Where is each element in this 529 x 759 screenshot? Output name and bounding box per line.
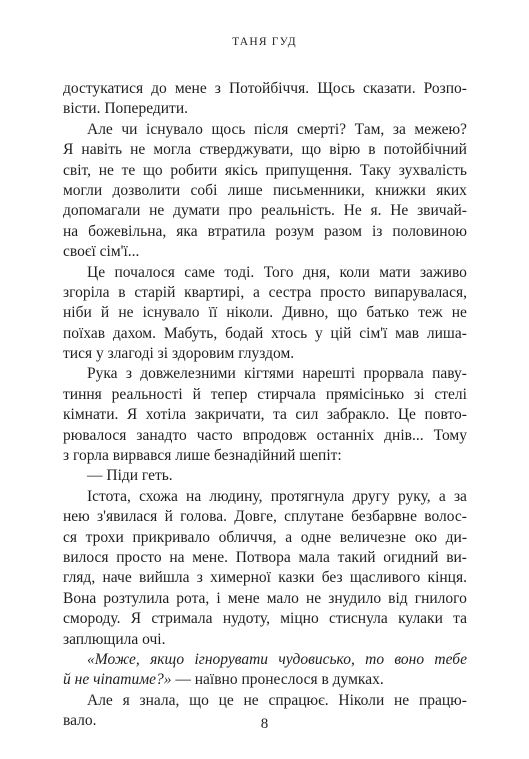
text-line: вало. [63, 712, 97, 730]
page-number: 8 [260, 716, 269, 732]
text-line: й не чіпатиме?» — наївно пронеслося в думках. [63, 671, 384, 689]
running-head: ТАНЯ ГУД [232, 36, 297, 48]
text-line: Але чи існувало щось після смерті? Там, за межею? [87, 120, 467, 138]
text-line: Вона розтулила рота, і мене мало не знудило від гнилого [63, 589, 467, 607]
text-line: вилося просто на мене. Потвора мала такий огидний ви- [63, 548, 467, 566]
text-line: тиння реальності й тепер стирчала прямісінько зі стелі [63, 385, 467, 403]
text-line: поїхав дахом. Мабуть, бодай хтось у цій сім'ї мав лиша- [63, 324, 467, 342]
text-line: ніби й не існувало її ніколи. Дивно, що батько теж не [63, 304, 467, 322]
text-line: «Може, якщо ігнорувати чудовисько, то воно тебе [87, 650, 467, 668]
text-line: ся трохи прикривало обличчя, а одне величезне око ди- [63, 528, 467, 546]
text-line: на божевільна, яка втратила розум разом із половиною [63, 222, 467, 240]
body-text [63, 79, 467, 732]
text-line: достукатися до мене з Потойбіччя. Щось сказати. Розпо- [63, 80, 467, 97]
text-line: — Піди геть. [87, 467, 173, 485]
text-line: заплющила очі. [63, 630, 166, 648]
text-line: з горла вирвався лише безнадійний шепіт: [63, 447, 342, 465]
text-line: Але я знала, що це не спрацює. Ніколи не працю- [87, 691, 467, 709]
text-line: тися у злагоді зі здоровим глуздом. [63, 345, 295, 363]
text-line: допомагали не думати про реальність. Не я. Не звичай- [63, 202, 467, 220]
text-line: рювалося занадто часто впродовж останніх днів... Тому [63, 426, 467, 444]
text-line: згоріла в старій квартирі, а сестра просто випарувалася, [63, 283, 467, 301]
text-line: Я навіть не могла стверджувати, що вірю в потойбічний [63, 141, 467, 159]
text-line: світ, не те що робити якісь припущення. Таку зухвалість [63, 161, 467, 179]
text-line: Це почалося саме тоді. Того дня, коли мати заживо [87, 263, 467, 281]
text-line: своєї сім'ї... [63, 243, 140, 261]
text-line: гляд, наче вийшла з химерної казки без щасливого кінця. [63, 569, 467, 587]
text-line: могли дозволити собі лише письменники, книжки яких [63, 181, 467, 199]
text-line: Істота, схожа на людину, протягнула другу руку, а за [87, 487, 467, 505]
text-line: смороду. Я стримала нудоту, міцно стиснула кулаки та [63, 610, 467, 628]
text-line: Рука з довжелезними кігтями нарешті прорвала паву- [87, 365, 467, 383]
text-line: вісти. Попередити. [63, 100, 188, 118]
text-line: нею з'явилася й голова. Довге, сплутане безбарвне волос- [63, 508, 467, 526]
text-line: кімнати. Я хотіла закричати, та сил забракло. Це повто- [63, 406, 467, 424]
